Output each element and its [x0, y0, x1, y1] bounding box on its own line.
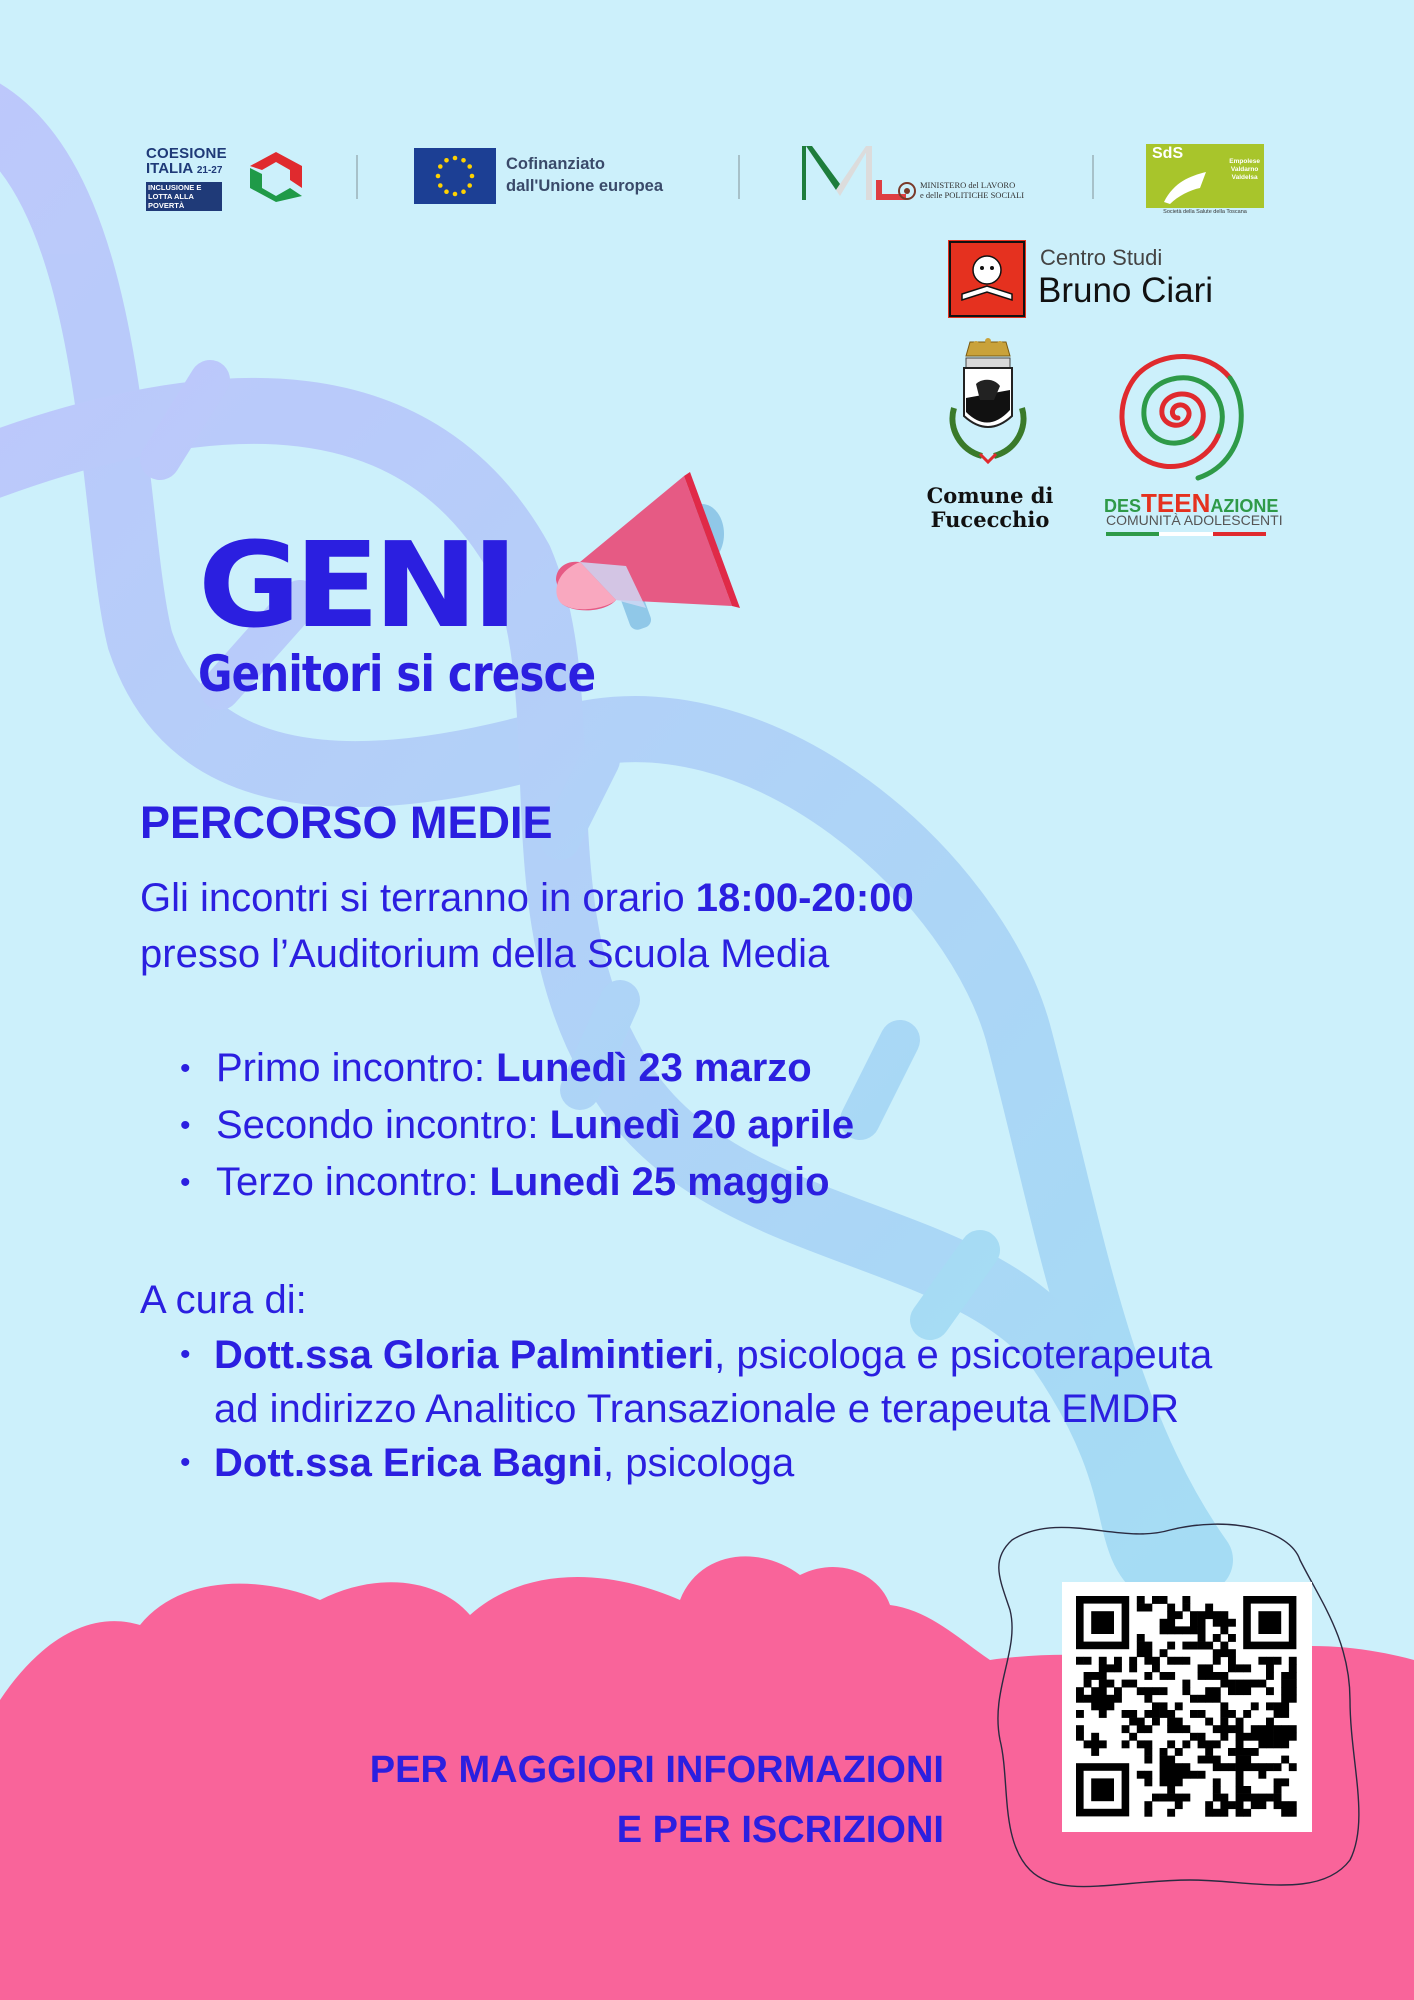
comune-fucecchio-text	[910, 484, 1070, 532]
sds-right-line: Valdarno	[1230, 166, 1259, 173]
ministero-line1: MINISTERO del LAVORO	[920, 180, 1016, 190]
sds-logo	[1146, 144, 1264, 214]
desteen-mid: TEEN	[1141, 488, 1211, 518]
program-heading: PERCORSO MEDIE	[140, 797, 553, 848]
meetings-list	[180, 1040, 854, 1211]
program-line1-text: Gli incontri si terranno in orario	[140, 876, 696, 920]
ciari-line1: Centro Studi	[1040, 245, 1163, 270]
ministero-line2: e delle POLITICHE SOCIALI	[920, 190, 1025, 200]
tricolor-bar	[1106, 532, 1266, 536]
eu-line2: dall'Unione europea	[506, 177, 664, 195]
footer-line2: E PER ISCRIZIONI	[616, 1809, 944, 1851]
ciari-emblem-icon	[948, 240, 1026, 318]
program-description	[140, 870, 914, 982]
info-signup-text	[240, 1740, 944, 1860]
meeting-label: Primo incontro:	[216, 1046, 497, 1090]
desteen-pre: DES	[1104, 496, 1142, 516]
curator-role: , psicologa e psicoterapeuta	[714, 1333, 1213, 1377]
coesione-arrows-icon	[246, 148, 304, 202]
qr-code-icon[interactable]	[1062, 1582, 1312, 1832]
coesione-years: 21-27	[196, 165, 223, 176]
program-line2: presso l’Auditorium della Scuola Media	[140, 932, 830, 976]
eu-flag-icon	[414, 148, 496, 204]
list-item	[180, 1154, 854, 1211]
ministero-logo	[796, 140, 916, 218]
fucecchio-coat-of-arms-icon	[936, 338, 1040, 478]
meeting-date: Lunedì 20 aprile	[549, 1103, 855, 1147]
sds-label: SdS	[1152, 145, 1184, 162]
sds-caption: Società della Salute della Toscana	[1163, 209, 1247, 215]
coesione-italia-logo	[146, 145, 306, 210]
coesione-band: INCLUSIONE E LOTTA ALLA POVERTÀ	[146, 182, 222, 211]
eu-cofinanced-text	[506, 153, 663, 197]
list-item	[180, 1436, 1360, 1490]
coesione-line2: ITALIA	[146, 160, 193, 177]
desteen-subtitle: COMUNITÀ ADOLESCENTI	[1106, 512, 1283, 528]
curator-role: , psicologa	[603, 1441, 795, 1485]
program-time: 18:00-20:00	[695, 876, 914, 920]
logo-separator	[1092, 155, 1094, 199]
desteen-post: AZIONE	[1210, 496, 1279, 516]
sds-right-line: Valdelsa	[1231, 174, 1258, 181]
footer-line1: PER MAGGIORI INFORMAZIONI	[369, 1749, 944, 1791]
coesione-line1: COESIONE	[146, 145, 227, 162]
ministero-text	[920, 180, 1024, 200]
hero-title: GENI	[198, 516, 512, 654]
curators-heading: A cura di:	[140, 1278, 307, 1322]
comune-line2: Fucecchio	[930, 507, 1050, 532]
desteenazione-spiral-icon	[1106, 344, 1250, 484]
list-item	[180, 1097, 854, 1154]
list-item	[180, 1040, 854, 1097]
meeting-date: Lunedì 23 marzo	[496, 1046, 812, 1090]
comune-line1: Comune di	[926, 483, 1054, 508]
curators-list	[180, 1328, 1360, 1490]
megaphone-icon	[536, 468, 746, 666]
ciari-line2: Bruno Ciari	[1038, 271, 1214, 310]
meeting-label: Secondo incontro:	[216, 1103, 550, 1147]
eu-line1: Cofinanziato	[506, 155, 605, 173]
sds-figure-icon	[1160, 166, 1210, 206]
curator-name: Dott.ssa Erica Bagni	[214, 1441, 604, 1485]
sds-right-line: Empolese	[1229, 158, 1260, 165]
logo-separator	[356, 155, 358, 199]
meeting-date: Lunedì 25 maggio	[489, 1160, 830, 1204]
logo-separator	[738, 155, 740, 199]
republic-emblem-icon	[896, 180, 918, 204]
curator-role-continued: ad indirizzo Analitico Transazionale e terapeuta EMDR	[214, 1387, 1179, 1431]
curator-name: Dott.ssa Gloria Palmintieri	[214, 1333, 715, 1377]
list-item	[180, 1328, 1360, 1436]
program-line1	[140, 870, 914, 926]
hero-subtitle: Genitori si cresce	[198, 645, 596, 703]
meeting-label: Terzo incontro:	[216, 1160, 490, 1204]
